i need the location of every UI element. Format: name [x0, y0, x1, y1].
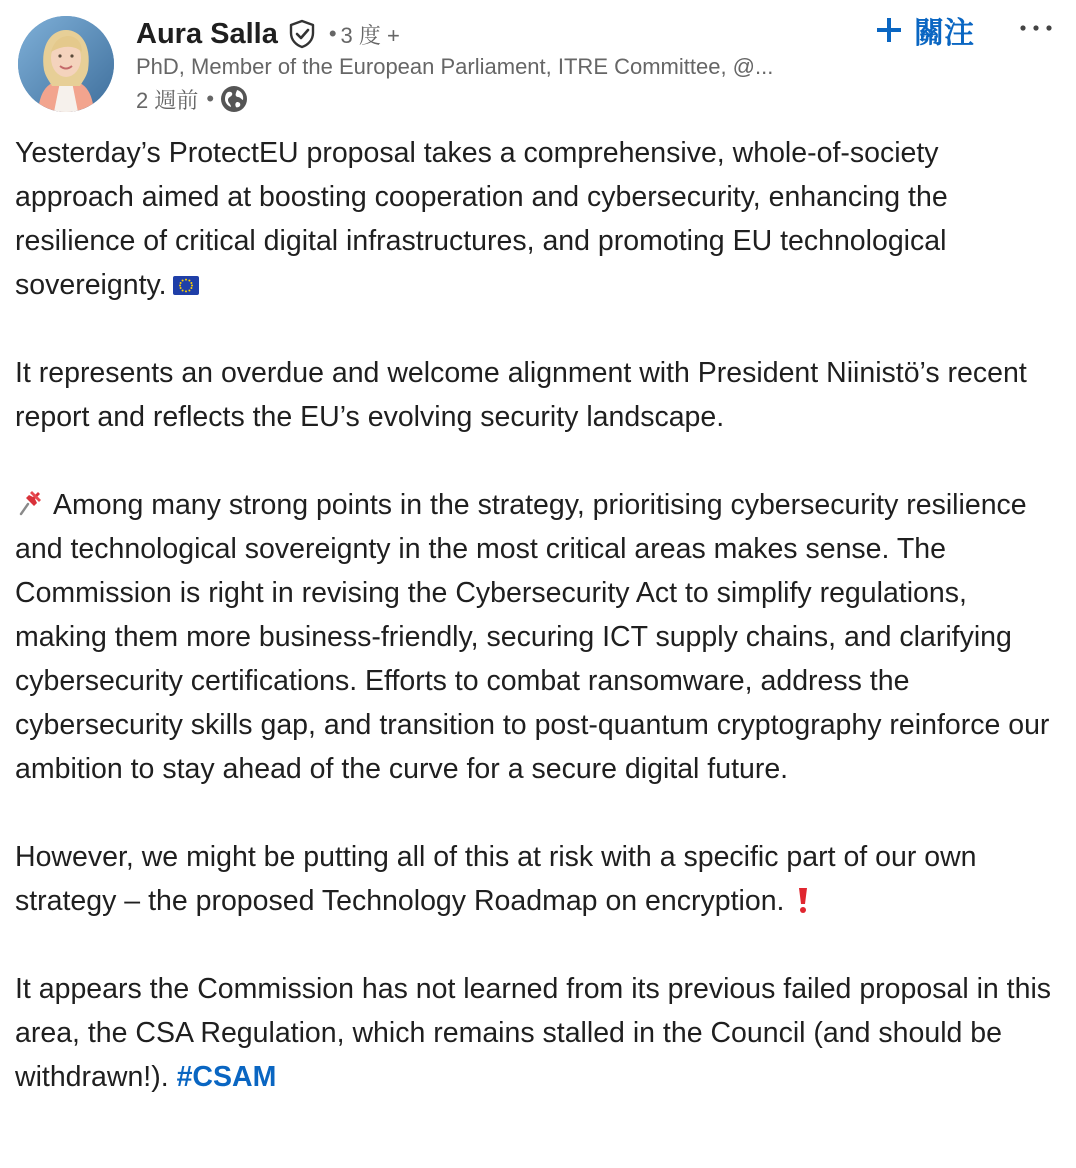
follow-button[interactable]: [876, 10, 974, 50]
ellipsis-icon: [1018, 23, 1054, 33]
plus-icon: [876, 17, 902, 43]
post-paragraph: [15, 967, 1065, 1099]
connection-degree: 3 度 +: [340, 22, 400, 48]
post-paragraph: [15, 483, 1065, 791]
post-body: [15, 131, 1065, 1099]
separator-dot: •: [206, 86, 215, 111]
post-meta: [136, 84, 248, 114]
paragraph-text: However, we might be putting all of this at risk with a specific part of our own strategy – the proposed Technology Roadmap on encryption.: [15, 841, 977, 917]
author-name[interactable]: Aura Salla: [136, 17, 278, 50]
name-row: [136, 14, 400, 54]
avatar[interactable]: [18, 16, 114, 112]
author-headline: PhD, Member of the European Parliament, ITRE Committee, @...: [136, 54, 774, 79]
more-options-button[interactable]: [1016, 10, 1056, 46]
paragraph-text: Among many strong points in the strategy, prioritising cybersecurity resilience and technological sovereignty in the most critical areas makes sense. The Commission is right in revising the Cybersecurity Act to simplify regulations, making them more business-friendly, securing ICT supply chains, and clarifying cybersecurity certifications. Efforts to combat ransomware, address the cybersecurity skills gap, and transition to post-quantum cryptography reinforce our ambition to stay ahead of the curve for a secure digital future.: [15, 489, 1050, 785]
separator-dot: •: [328, 21, 337, 46]
paragraph-text: Yesterday’s ProtectEU proposal takes a comprehensive, whole-of-society approach aimed at boosting cooperation and cybersecurity, enhancing the resilience of critical digital infrastructures, and promoting EU technological sovereignty.: [15, 137, 948, 301]
exclamation-icon: [796, 883, 810, 911]
hashtag-link[interactable]: #CSAM: [176, 1061, 277, 1093]
globe-icon: [220, 85, 248, 113]
paragraph-text: It represents an overdue and welcome alignment with President Niinistö’s recent report and reflects the EU’s evolving security landscape.: [15, 357, 1027, 433]
eu-flag-icon: [173, 264, 199, 283]
post-header: [0, 0, 1076, 125]
pushpin-icon: [15, 486, 45, 516]
paragraph-text: It appears the Commission has not learned from its previous failed proposal in this area, the CSA Regulation, which remains stalled in the Council (and should be withdrawn!).: [15, 973, 1052, 1093]
post-time: 2 週前: [136, 87, 199, 113]
post-paragraph: [15, 835, 1065, 923]
post-paragraph: [15, 351, 1065, 439]
follow-label: 關注: [914, 17, 974, 50]
post-paragraph: [15, 131, 1065, 307]
shield-check-icon: [287, 19, 317, 49]
